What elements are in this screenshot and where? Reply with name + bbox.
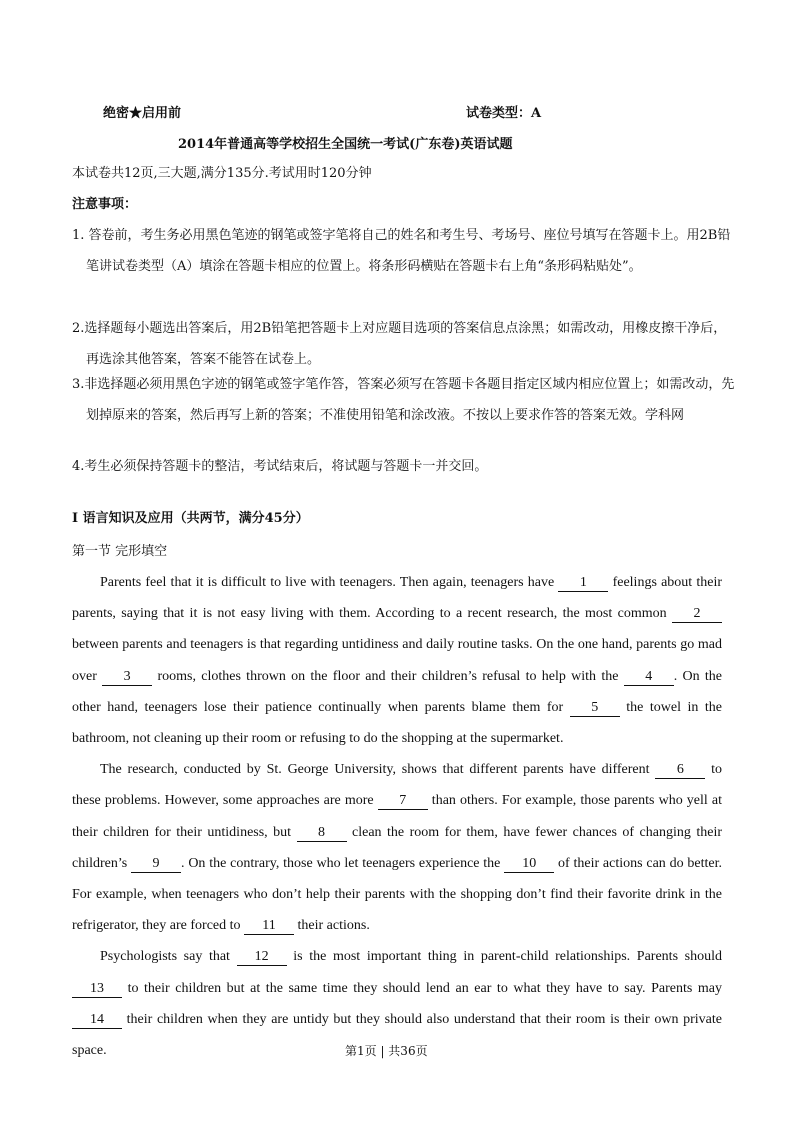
passage-text: between parents and teenagers is that regarding untidiness and daily routine tasks. On the one hand, parents go mad over xyxy=(72,637,722,684)
passage-text: feelings about their parents, saying that it is not easy living with them. According to a recent research, the most common xyxy=(72,575,723,622)
passage-paragraph xyxy=(72,754,722,941)
section-title: I 语言知识及应用（共两节，满分45分） xyxy=(72,511,309,526)
passage-text: to their children but at the same time they should lend an ear to what they have to say. Parents may xyxy=(122,980,722,996)
passage-text: Psychologists say that xyxy=(100,949,237,965)
notes-heading: 注意事项： xyxy=(72,197,138,212)
passage-text: Parents feel that it is difficult to live with teenagers. Then again, teenagers have xyxy=(100,575,559,590)
passage-text: to these problems. However, some approaches are more xyxy=(72,762,722,809)
passage-text: of their actions can do better. For example, when teenagers who don’t help their parents with the shopping don’t find their favorite drink in the refrigerator, they are forced to xyxy=(72,855,722,934)
passage-text: The research, conducted by St. George University, shows that different parents have different xyxy=(100,762,656,778)
paper-type-label: 试卷类型：A xyxy=(466,106,542,121)
passage-paragraph xyxy=(72,567,722,754)
passage-text: clean the room for them, have fewer chances of changing their children’s xyxy=(72,824,722,871)
passage-text: is the most important thing in parent-child relationships. Parents should xyxy=(286,949,722,965)
passage-text: their actions. xyxy=(294,918,370,934)
cloze-blank: 3 xyxy=(102,669,152,686)
page-footer: 第1页 | 共36页 xyxy=(345,1044,428,1058)
note-item: 1. 答卷前，考生务必用黑色笔迹的钢笔或签字笔将自己的姓名和考生号、考场号、座位号填写在答题卡上。用2B铅笔讲试卷类型（A）填涂在答题卡相应的位置上。将条形码横贴在答题卡右上角“条形码粘贴处”。 xyxy=(72,228,731,274)
passage-text: . On the contrary, those who let teenagers experience the xyxy=(181,855,505,871)
passage-text: their children when they are untidy but they should also understand that their room is their own private space. xyxy=(72,1011,722,1059)
cloze-blank: 9 xyxy=(131,856,181,873)
passage-text: rooms, clothes thrown on the floor and their children’s refusal to help with the xyxy=(152,668,624,684)
cloze-blank: 10 xyxy=(504,856,554,873)
cloze-blank: 6 xyxy=(655,762,705,779)
passage-text: . On the other hand, teenagers lose their patience continually when parents blame them for xyxy=(72,668,722,715)
cloze-blank: 7 xyxy=(378,793,428,810)
cloze-blank: 13 xyxy=(72,981,122,998)
cloze-blank: 1 xyxy=(558,575,608,592)
cloze-blank: 2 xyxy=(672,606,722,623)
cloze-blank: 14 xyxy=(72,1012,122,1029)
cloze-blank: 4 xyxy=(624,669,674,686)
cloze-blank: 12 xyxy=(237,949,287,966)
cloze-blank: 5 xyxy=(570,700,620,717)
passage-text: the towel in the bathroom, not cleaning up their room or refusing to do the shopping at the supermarket. xyxy=(72,699,722,747)
note-item: 3.非选择题必须用黑色字迹的钢笔或签字笔作答，答案必须写在答题卡各题目指定区域内相应位置上；如需改动，先划掉原来的答案，然后再写上新的答案；不准使用铅笔和涂改液。不按以上要求作答的答案无效。学科网 xyxy=(72,377,735,423)
note-item: 2.选择题每小题选出答案后，用2B铅笔把答题卡上对应题目选项的答案信息点涂黑；如需改动，用橡皮擦干净后，再选涂其他答案，答案不能答在试卷上。 xyxy=(72,321,727,367)
confidential-label: 绝密★启用前 xyxy=(103,106,182,121)
exam-intro: 本试卷共12页,三大题,满分135分.考试用时120分钟 xyxy=(72,166,372,181)
cloze-passage xyxy=(72,567,722,1066)
subsection-title: 第一节 完形填空 xyxy=(72,544,168,559)
exam-title: 2014年普通高等学校招生全国统一考试(广东卷)英语试题 xyxy=(178,137,513,152)
passage-text: than others. For example, those parents who yell at their children for their untidiness, but xyxy=(72,793,722,840)
note-item: 4.考生必须保持答题卡的整洁，考试结束后，将试题与答题卡一并交回。 xyxy=(72,459,488,474)
cloze-blank: 8 xyxy=(297,825,347,842)
cloze-blank: 11 xyxy=(244,918,294,935)
